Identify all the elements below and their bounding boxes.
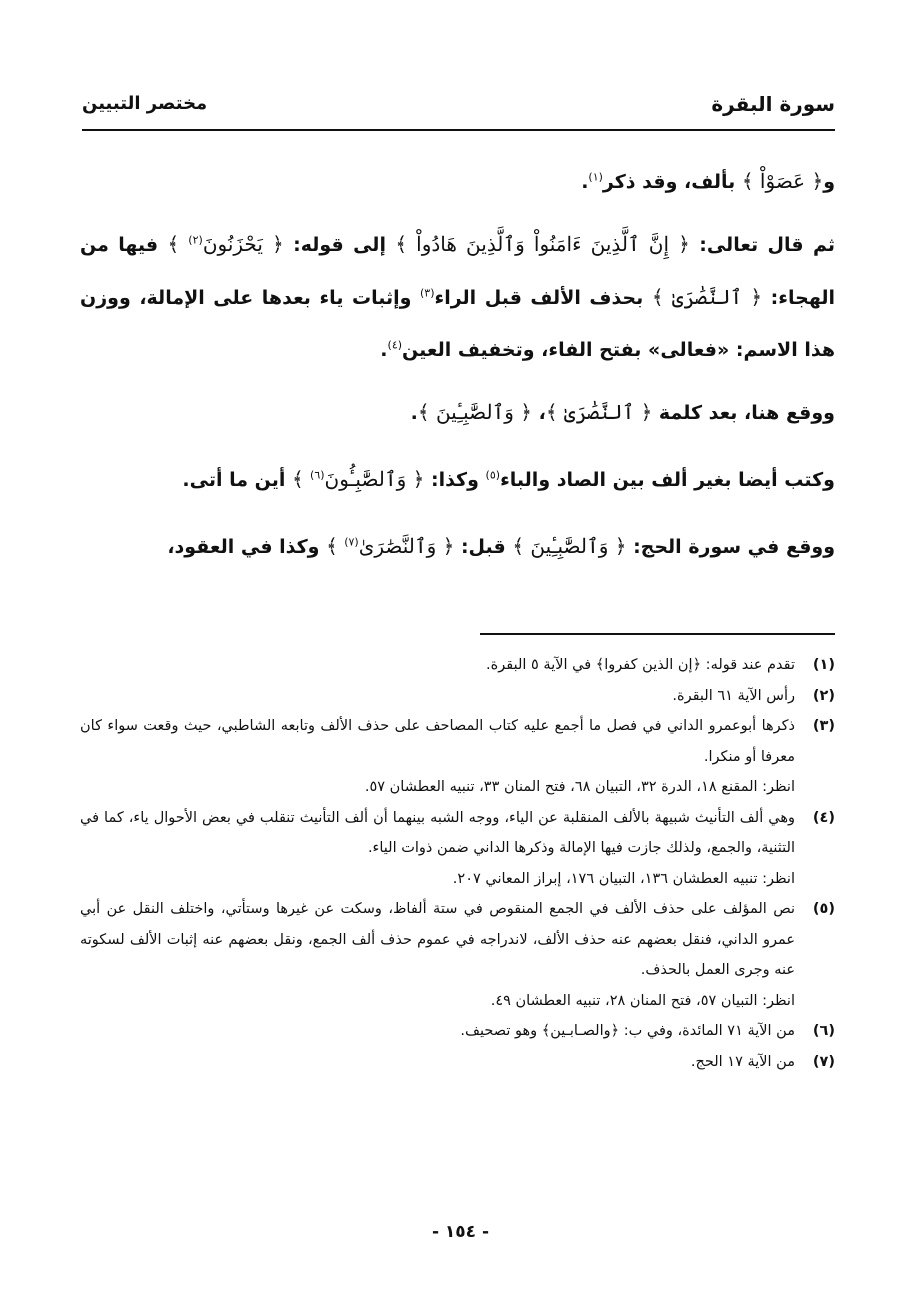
- footnote-text: وهي ألف التأنيث شبيهة بالألف المنقلبة عن الياء، ووجه الشبه بينهما أن ألف التأنيث تنقلب في بعض الأحوال ياء، كما في التثنية، والجمع، ولذلك جازت فيها الإمالة وذكرها الداني ضمن ذوات الياء.: [80, 809, 795, 856]
- text-run: بألف، وقد ذكر: [602, 171, 742, 193]
- footnote-2: [80, 681, 835, 712]
- footnote-marker: (٥): [485, 468, 501, 482]
- quran-quote-end: ﴾: [291, 467, 311, 491]
- quran-quote: ﴿ وَٱلنَّصَٰرَىٰ: [358, 534, 455, 558]
- quran-quote-end: ﴾: [167, 232, 189, 256]
- quran-quote: ﴿ إِنَّ ٱلَّذِينَ ءَامَنُواْ وَٱلَّذِينَ هَادُواْ ﴾: [395, 232, 690, 256]
- text-run: فيها من الهجاء:: [80, 234, 836, 309]
- footnote-3: [80, 711, 835, 803]
- footnote-marker: (٤): [387, 338, 403, 352]
- book-title: مختصر التبيين: [82, 93, 208, 114]
- text-run: .: [581, 171, 589, 193]
- paragraph: [80, 386, 835, 439]
- footnote-number: (٧): [812, 1053, 835, 1070]
- footnote-number: (٥): [812, 901, 835, 917]
- footnotes: [80, 650, 835, 1077]
- footnote-text: رأس الآية ٦١ البقرة.: [672, 687, 795, 704]
- footnote-number: (١): [812, 657, 835, 673]
- text-run: ثم قال تعالى:: [689, 234, 836, 256]
- text-run: إلى قوله:: [283, 234, 396, 256]
- quran-quote: ﴿ ٱلنَّصَٰرَىٰ ﴾: [545, 400, 653, 424]
- footnote-number: (٢): [812, 687, 835, 704]
- footnote-marker: (١): [588, 170, 603, 184]
- footnote-5: [80, 894, 835, 1016]
- text-run: ،: [532, 402, 546, 424]
- text-run: ووقع في سورة الحج:: [626, 536, 835, 558]
- quran-quote-end: ﴾: [326, 534, 345, 558]
- footnote-7: [80, 1047, 835, 1078]
- footnote-marker: (٢): [188, 233, 203, 247]
- footnote-text: تقدم عند قوله: ﴿إن الذين كفروا﴾ في الآية ٥ البقرة.: [486, 657, 795, 673]
- header-divider: [82, 129, 835, 131]
- page-number: - ١٥٤ -: [431, 1222, 490, 1242]
- footnote-text: ذكرها أبوعمرو الداني في فصل ما أجمع عليه كتاب المصاحف على حذف الألف وتابعه الشاطبي، حيث وقعت سواء كان معرفا أو منكرا.: [80, 718, 795, 765]
- quran-quote: ﴿ وَٱلصَّٰبِـِٔينَ ﴾: [417, 400, 532, 424]
- paragraph: [80, 453, 835, 506]
- text-run: وكتب أيضا بغير ألف بين الصاد والباء: [500, 469, 835, 491]
- quran-quote: ﴿ وَٱلصَّٰبِـُٔونَ: [324, 467, 425, 491]
- text-run: ووقع هنا، بعد كلمة: [652, 402, 835, 424]
- footnote-divider: [480, 633, 835, 635]
- text-run: وكذا:: [424, 469, 486, 491]
- text-run: وكذا في العقود،: [167, 536, 327, 558]
- footnote-reference: انظر: التبيان ٥٧، فتح المنان ٢٨، تنبيه العطشان ٤٩.: [490, 992, 795, 1009]
- footnote-marker: (٣): [419, 286, 435, 300]
- quran-quote: ﴿ عَصَوْاْ ﴾: [741, 169, 824, 193]
- main-text: [80, 155, 835, 573]
- footnote-number: (٦): [812, 1023, 835, 1039]
- footnote-1: [80, 650, 835, 681]
- footnote-marker: (٦): [310, 468, 325, 482]
- paragraph: [80, 218, 835, 376]
- footnote-6: [80, 1016, 835, 1047]
- paragraph: [80, 520, 835, 573]
- footnote-text: من الآية ٧١ المائدة، وفي ب: ﴿والصـابـين﴾ وهو تصحيف.: [460, 1023, 795, 1039]
- footnote-text: من الآية ١٧ الحج.: [690, 1053, 795, 1070]
- footnote-reference: انظر: المقنع ١٨، الدرة ٣٢، التبيان ٦٨، فتح المنان ٣٣، تنبيه العطشان ٥٧.: [364, 779, 795, 795]
- text-run: و: [823, 171, 835, 193]
- quran-quote: ﴿ وَٱلصَّٰبِـِٔينَ ﴾: [512, 534, 627, 558]
- footnote-marker: (٧): [344, 535, 359, 549]
- footnote-reference: انظر: تنبيه العطشان ١٣٦، التبيان ١٧٦، إبراز المعاني ٢٠٧.: [452, 870, 795, 887]
- running-header: [82, 88, 835, 120]
- text-run: وإثبات ياء بعدها على الإمالة، ووزن هذا الاسم: «فعالى» بفتح الفاء، وتخفيف العين: [80, 287, 835, 361]
- text-run: أين ما أتى.: [182, 469, 292, 491]
- footnote-4: [80, 803, 835, 895]
- text-run: .: [380, 339, 388, 361]
- footnote-number: (٤): [812, 809, 835, 826]
- footnote-number: (٣): [812, 718, 835, 734]
- text-run: .: [410, 402, 418, 424]
- text-run: بحذف الألف قبل الراء: [434, 287, 652, 309]
- quran-quote: ﴿ يَحْزَنُونَ: [202, 232, 284, 256]
- surah-title: سورة البقرة: [711, 92, 835, 116]
- footnote-text: نص المؤلف على حذف الألف في الجمع المنقوص في ستة ألفاظ، وسكت عن غيرها وستأتي، واختلف النقل عن أبي عمرو الداني، فنقل بعضهم عنه حذف الألف، لاندراجه في عموم حذف ألف الجمع، ونقل بعضهم عنه إثبات الألف لسكوته عنه وجرى العمل بالحذف.: [80, 901, 795, 978]
- quran-quote: ﴿ ٱلنَّصَٰرَىٰ ﴾: [651, 285, 763, 309]
- paragraph: [80, 155, 835, 208]
- text-run: قبل:: [454, 536, 513, 558]
